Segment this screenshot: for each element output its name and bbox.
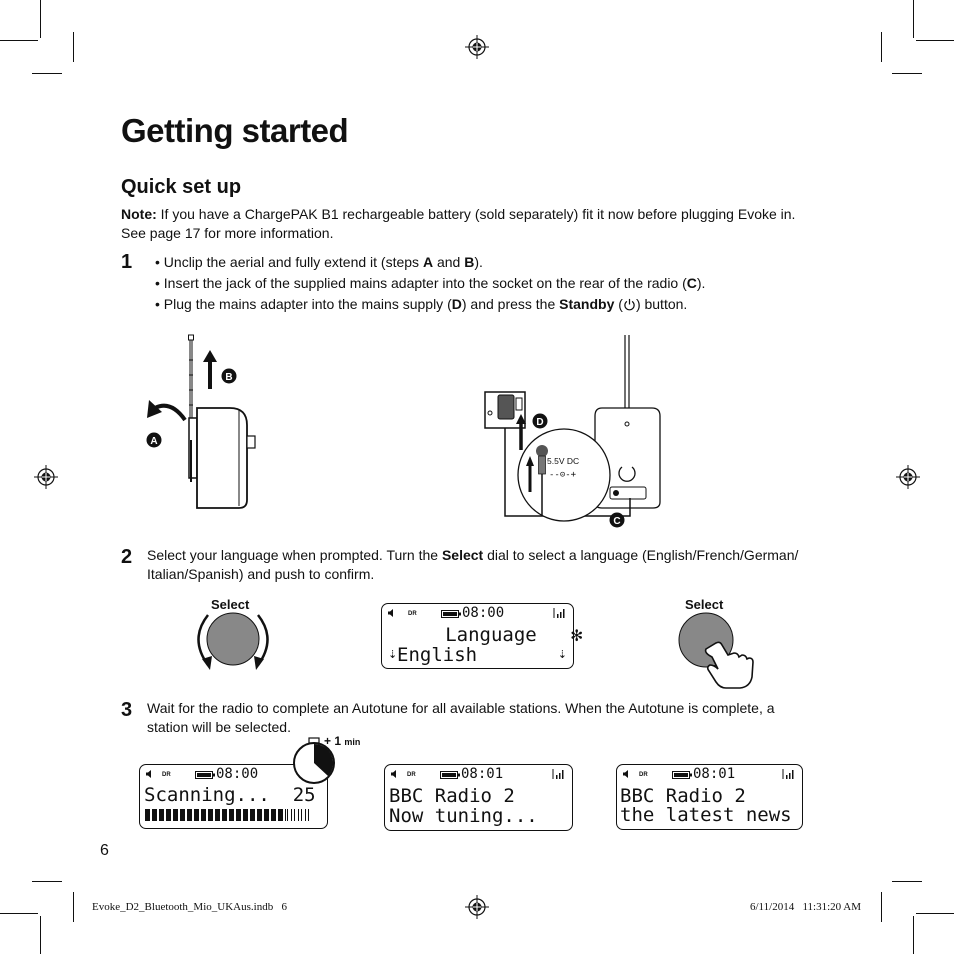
bullet-1-post: ). xyxy=(474,254,483,270)
note-text: If you have a ChargePAK B1 rechargeable battery (sold separately) fit it now before plugging Evoke in. xyxy=(156,206,796,222)
lcd-line-2-row xyxy=(388,646,567,666)
lcd-2-line-2: Now tuning... xyxy=(389,805,538,827)
select-dial-rotate[interactable] xyxy=(193,609,273,673)
step-3-number: 3 xyxy=(121,699,133,721)
speaker-icon xyxy=(623,770,632,778)
page-number: 6 xyxy=(100,842,109,859)
step-2-select: Select xyxy=(441,547,484,563)
note-label: Note: xyxy=(121,206,157,222)
step-1-bullet-3 xyxy=(155,296,687,312)
battery-icon xyxy=(195,771,215,779)
step-1-number: 1 xyxy=(121,251,133,273)
step-2-line2: Italian/Spanish) and push to confirm. xyxy=(147,566,375,582)
lcd-time: 08:01 xyxy=(461,766,504,782)
step-2-text xyxy=(147,546,847,584)
lcd-line-2: English xyxy=(397,644,478,666)
step-2-pre: Select your language when prompted. Turn the xyxy=(147,547,442,563)
lcd-scanning-line-1: Scanning... 25 xyxy=(144,784,316,806)
lcd-now-tuning xyxy=(384,764,573,831)
power-icon xyxy=(623,298,636,311)
speaker-icon xyxy=(391,770,400,778)
svg-text:--⊝-+: --⊝-+ xyxy=(549,470,577,480)
speaker-icon xyxy=(146,770,155,778)
down-arrow-icon-right: ⇣ xyxy=(557,649,567,661)
bullet-2-c: C xyxy=(686,275,697,291)
battery-icon xyxy=(441,610,461,618)
battery-icon xyxy=(440,771,460,779)
lcd-time: 08:00 xyxy=(462,605,505,621)
step-1-bullet-2 xyxy=(155,275,705,291)
timer-unit: min xyxy=(344,737,361,747)
signal-icon xyxy=(552,769,566,779)
footer-date: 6/11/2014 11:31:20 AM xyxy=(750,901,862,913)
step-3-line2: station will be selected. xyxy=(147,719,291,735)
timer-label: + 1 xyxy=(324,734,342,748)
bullet-3-mid: ) and press the xyxy=(461,296,560,312)
timer-plus-one xyxy=(324,734,360,748)
footer-filename: Evoke_D2_Bluetooth_Mio_UKAus.indb 6 xyxy=(92,901,287,913)
dr-label: DR xyxy=(407,772,416,778)
bullet-1-b: B xyxy=(464,254,475,270)
dial-left-label: Select xyxy=(211,597,250,612)
radio-side-illustration xyxy=(135,330,275,515)
bullet-3-post2: ) button. xyxy=(635,296,688,312)
note xyxy=(121,205,841,243)
bullet-3-standby: Standby xyxy=(559,296,615,312)
signal-icon xyxy=(553,608,567,618)
speaker-icon xyxy=(388,609,397,617)
step-2-number: 2 xyxy=(121,546,133,568)
step-1-bullet-1 xyxy=(155,254,483,270)
registration-mark-right xyxy=(896,465,920,489)
signal-icon xyxy=(782,769,796,779)
label-a: A xyxy=(150,436,158,447)
bullet-2-post: ). xyxy=(696,275,706,291)
step-3-text xyxy=(147,699,847,737)
lcd-time: 08:00 xyxy=(216,766,259,782)
lcd-2-line-1: BBC Radio 2 xyxy=(389,785,515,807)
step-2-post: dial to select a language (English/French/German/ xyxy=(483,547,799,563)
bullet-3-d: D xyxy=(451,296,462,312)
battery-icon xyxy=(672,771,692,779)
lcd-3-line-1: BBC Radio 2 xyxy=(620,785,746,807)
bullet-1-a: A xyxy=(422,254,434,270)
dr-label: DR xyxy=(639,772,648,778)
registration-mark-left xyxy=(34,465,58,489)
bullet-1-mid: and xyxy=(433,254,465,270)
page-title: Getting started xyxy=(121,112,349,149)
lcd-time: 08:01 xyxy=(693,766,736,782)
label-d: D xyxy=(536,417,544,428)
bullet-2-text: • Insert the jack of the supplied mains adapter into the socket on the rear of the radio ( xyxy=(155,275,687,291)
radio-rear-adapter-illustration xyxy=(480,330,670,530)
registration-mark-top xyxy=(465,35,489,59)
bullet-3-post1: ( xyxy=(614,296,623,312)
lcd-language xyxy=(381,603,583,669)
dc-label: 5.5V DC xyxy=(547,456,580,466)
registration-mark-bottom xyxy=(465,895,489,919)
label-c: C xyxy=(613,516,621,527)
lcd-latest-news xyxy=(616,764,803,830)
note-text-2: See page 17 for more information. xyxy=(121,225,334,241)
step-3-line1: Wait for the radio to complete an Autotune for all available stations. When the Autotune is complete, a xyxy=(147,700,775,716)
lcd-3-line-2: the latest news xyxy=(620,804,792,826)
label-b: B xyxy=(225,372,233,383)
down-arrow-icon: ⇣ xyxy=(388,649,398,661)
bullet-1-text: • Unclip the aerial and fully extend it (steps xyxy=(155,254,423,270)
bullet-3-text: • Plug the mains adapter into the mains supply ( xyxy=(155,296,452,312)
section-title: Quick set up xyxy=(121,176,242,198)
scan-progress-empty xyxy=(286,809,310,821)
dial-right-label: Select xyxy=(685,597,724,612)
select-dial-push[interactable] xyxy=(676,609,756,691)
dr-label: DR xyxy=(408,611,417,617)
dr-label: DR xyxy=(162,772,171,778)
lcd-line-1: Language ✻ xyxy=(388,624,583,646)
